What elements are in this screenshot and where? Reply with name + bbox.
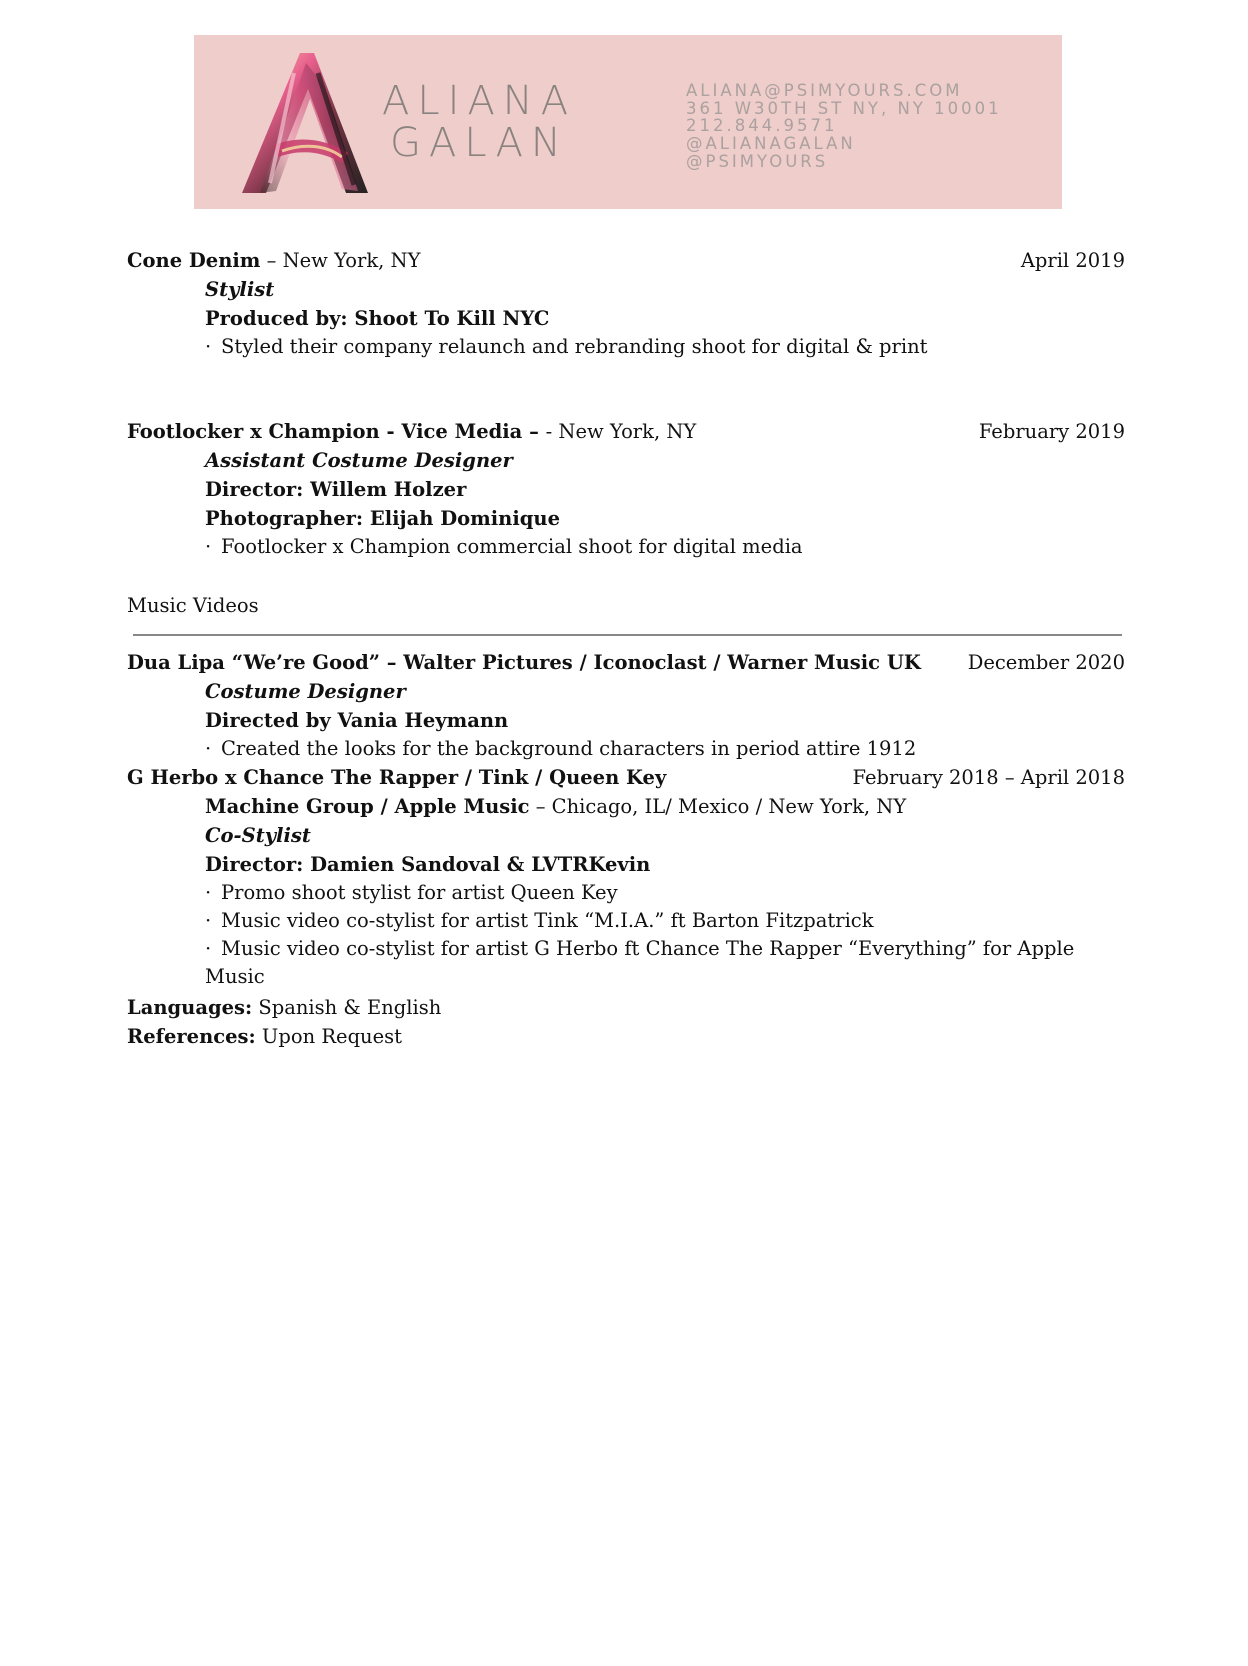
- job-company: Cone Denim: [127, 249, 261, 272]
- name-last: GALAN: [390, 120, 569, 166]
- job-credit: Director: Willem Holzer: [205, 478, 467, 501]
- contact-phone: 212.844.9571: [686, 116, 838, 136]
- job-credit: Photographer: Elijah Dominique: [205, 507, 560, 530]
- music-title: G Herbo x Chance The Rapper / Tink / Queen Key: [127, 766, 667, 789]
- contact-address: 361 W30TH ST NY, NY 10001: [686, 98, 1002, 118]
- job-location: - New York, NY: [545, 420, 697, 443]
- music-entry: [127, 648, 1125, 763]
- references-line: [127, 1022, 1125, 1051]
- job-date: February 2019: [978, 420, 1125, 443]
- languages-line: [127, 993, 1125, 1022]
- job-credit: Produced by: Shoot To Kill NYC: [205, 307, 550, 330]
- section-divider: [133, 634, 1122, 636]
- references-label: References:: [127, 1025, 256, 1048]
- contact-handle-personal: @ALIANAGALAN: [686, 134, 856, 154]
- section-title-music-videos: Music Videos: [127, 594, 259, 617]
- name-first: ALIANA: [382, 78, 577, 124]
- music-label: Machine Group / Apple Music: [205, 795, 530, 818]
- job-role: Stylist: [205, 278, 275, 301]
- music-credit: Director: Damien Sandoval & LVTRKevin: [205, 853, 651, 876]
- music-date: December 2020: [967, 651, 1125, 674]
- job-location: – New York, NY: [260, 249, 421, 272]
- contact-email: ALIANA@PSIMYOURS.COM: [686, 81, 963, 100]
- languages-label: Languages:: [127, 996, 253, 1019]
- list-item: · Promo shoot stylist for artist Queen Key: [205, 881, 618, 904]
- references-value: Upon Request: [255, 1025, 402, 1048]
- languages-value: Spanish & English: [252, 996, 442, 1019]
- logo-a-mark: [230, 43, 380, 201]
- header-banner: [194, 35, 1062, 209]
- music-credit: Directed by Vania Heymann: [205, 709, 509, 732]
- job-date: April 2019: [1020, 249, 1125, 272]
- job-entry: [127, 417, 1125, 561]
- music-role: Co-Stylist: [205, 824, 311, 847]
- contact-handle-company: @PSIMYOURS: [686, 151, 829, 171]
- resume-content: [127, 246, 1125, 1051]
- music-entry: [127, 763, 1125, 988]
- list-item: · Music video co-stylist for artist Tink “M.I.A.” ft Barton Fitzpatrick: [205, 909, 874, 932]
- contact-block: [686, 82, 1002, 171]
- list-item: · Music video co-stylist for artist G Herbo ft Chance The Rapper “Everything” for Apple Music: [205, 937, 1075, 988]
- list-item: · Footlocker x Champion commercial shoot for digital media: [205, 535, 803, 558]
- job-entry: [127, 246, 1125, 361]
- music-location: – Chicago, IL/ Mexico / New York, NY: [529, 795, 907, 818]
- job-role: Assistant Costume Designer: [205, 449, 513, 472]
- music-role: Costume Designer: [205, 680, 406, 703]
- job-company: Footlocker x Champion - Vice Media –: [127, 420, 546, 443]
- list-item: · Styled their company relaunch and rebranding shoot for digital & print: [205, 335, 928, 358]
- music-date: February 2018 – April 2018: [852, 766, 1125, 789]
- music-title: Dua Lipa “We’re Good” – Walter Pictures / Iconoclast / Warner Music UK: [127, 651, 921, 674]
- list-item: · Created the looks for the background characters in period attire 1912: [205, 737, 917, 760]
